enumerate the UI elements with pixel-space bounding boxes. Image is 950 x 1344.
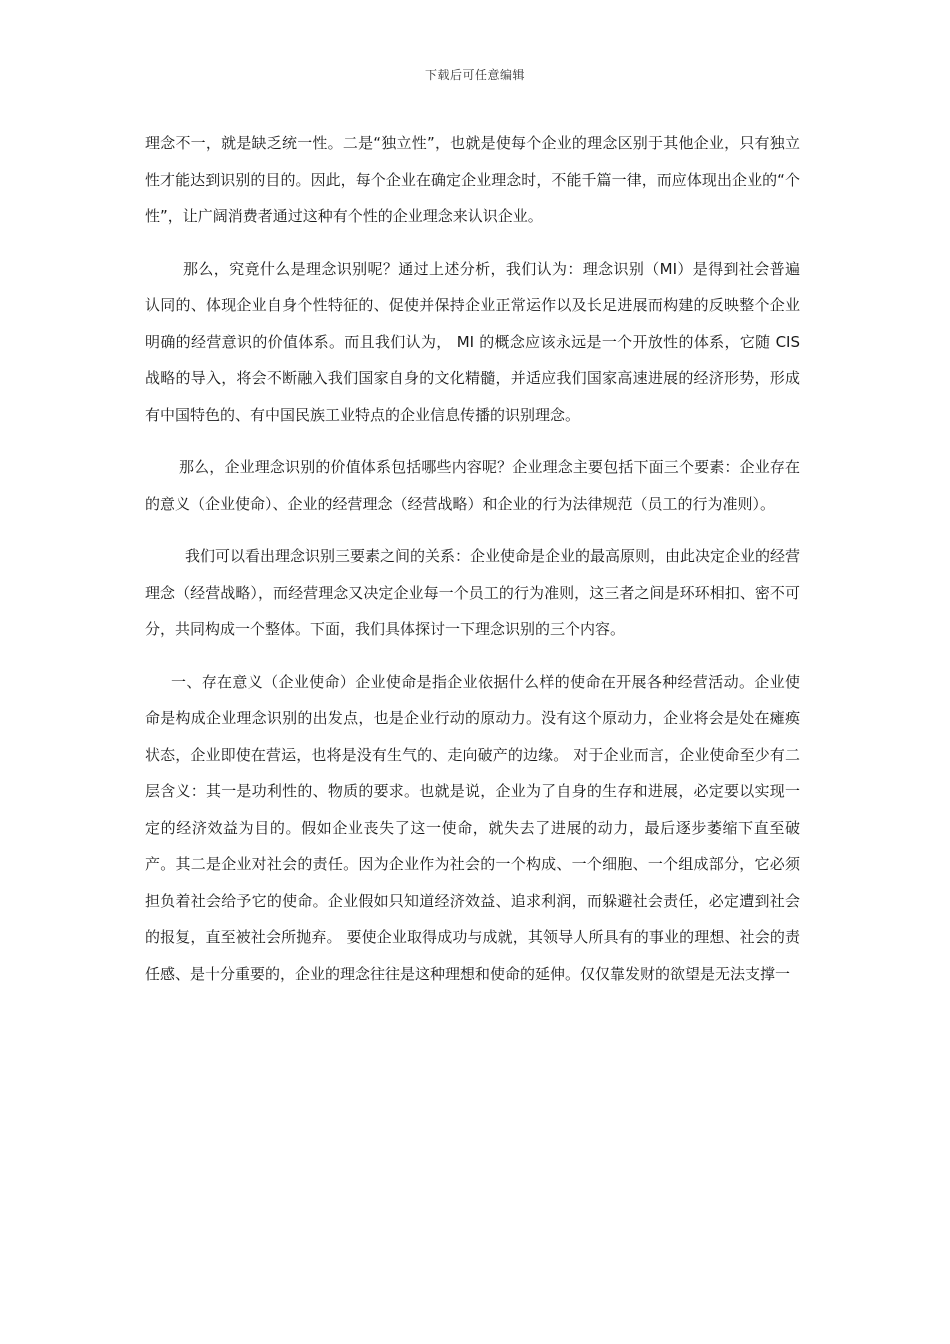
paragraph-3: 那么，企业理念识别的价值体系包括哪些内容呢？企业理念主要包括下面三个要素：企业存在的意义（企业使命）、企业的经营理念（经营战略）和企业的行为法律规范（员工的行为准则）。 xyxy=(145,458,800,513)
paragraph-4: 我们可以看出理念识别三要素之间的关系：企业使命是企业的最高原则，由此决定企业的经营理念（经营战略），而经营理念又决定企业每一个员工的行为准则，这三者之间是环环相扣、密不可分，共同构成一个整体。下面，我们具体探讨一下理念识别的三个内容。 xyxy=(145,547,801,638)
paragraph-2: 那么，究竟什么是理念识别呢？通过上述分析，我们认为：理念识别（MI）是得到社会普遍认同的、体现企业自身个性特征的、促使并保持企业正常运作以及长足进展而构建的反映整个企业明确的经营意识的价值体系。而且我们认为， MI 的概念应该永远是一个开放性的体系，它随 CIS 战略的导入，将会不断融入我们国家自身的文化精髓，并适应我们国家高速进展的经济形势，形成有中国特色的、有中国民族工业特点的企业信息传播的识别理念。 xyxy=(145,259,800,424)
paragraph-1: 理念不一，就是缺乏统一性。二是“独立性”，也就是使每个企业的理念区别于其他企业，只有独立性才能达到识别的目的。因此，每个企业在确定企业理念时，不能千篇一律，而应体现出企业的“个性”，让广阔消费者通过这种有个性的企业理念来认识企业。 xyxy=(145,134,800,225)
page-header: 下载后可任意编辑 xyxy=(424,68,525,82)
document-body xyxy=(145,125,800,992)
paragraph-5: 一、存在意义（企业使命）企业使命是指企业依据什么样的使命在开展各种经营活动。企业使命是构成企业理念识别的出发点，也是企业行动的原动力。没有这个原动力，企业将会是处在瘫痪状态，企业即使在营运，也将是没有生气的、走向破产的边缘。 对于企业而言，企业使命至少有二层含义：其一是功利性的、物质的要求。也就是说，企业为了自身的生存和进展，必定要以实现一定的经济效益为目的。假如企业丧失了这一使命，就失去了进展的动力，最后逐步萎缩下直至破产。其二是企业对社会的责任。因为企业作为社会的一个构成、一个细胞、一个组成部分，它必须担负着社会给予它的使命。企业假如只知道经济效益、追求利润，而躲避社会责任，必定遭到社会的报复，直至被社会所抛弃。 要使企业取得成功与成就，其领导人所具有的事业的理想、社会的责任感、是十分重要的，企业的理念往往是这种理想和使命的延伸。仅仅靠发财的欲望是无法支撑一 xyxy=(145,672,800,983)
